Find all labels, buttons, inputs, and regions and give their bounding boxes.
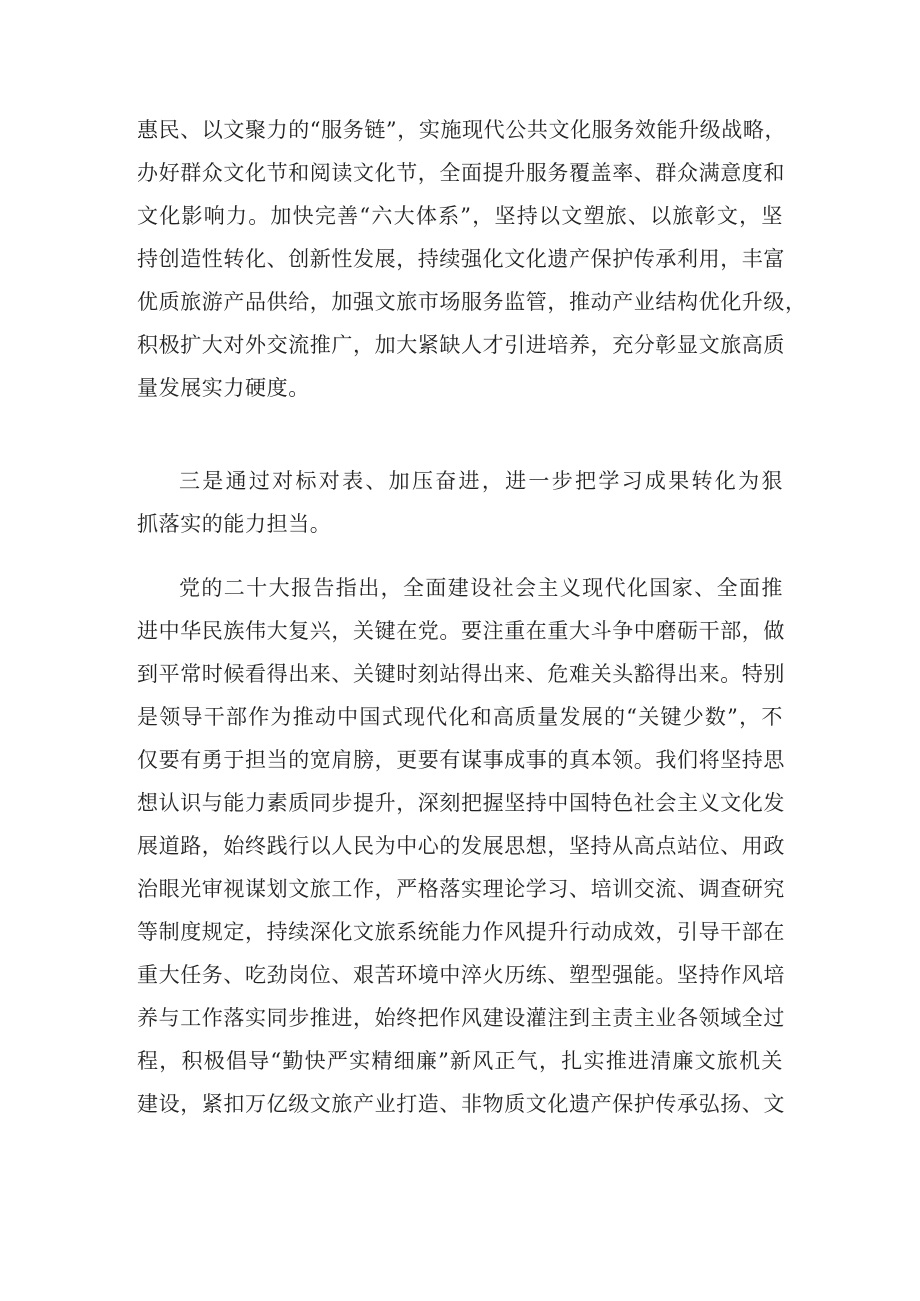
- text-line: 到平常时候看得出来、关键时刻站得出来、危难关头豁得出来。特别: [137, 662, 785, 686]
- text-line: 办好群众文化节和阅读文化节，全面提升服务覆盖率、群众满意度和: [137, 161, 785, 185]
- text-line: 党的二十大报告指出，全面建设社会主义现代化国家、全面推: [179, 576, 783, 600]
- text-line: 量发展实力硬度。: [137, 376, 310, 400]
- text-line: 治眼光审视谋划文旅工作，严格落实理论学习、培训交流、调查研究: [137, 877, 785, 901]
- text-line: 惠民、以文聚力的“服务链”，实施现代公共文化服务效能升级战略，: [137, 118, 787, 142]
- paragraph-section-heading-three: [137, 460, 783, 546]
- text-line: 是领导干部作为推动中国式现代化和高质量发展的“关键少数”，不: [137, 705, 783, 729]
- paragraph-cultural-service: [137, 109, 807, 410]
- text-line: 文化影响力。加快完善“六大体系”，坚持以文塑旅、以旅彰文，坚: [137, 204, 783, 228]
- text-line: 想认识与能力素质同步提升，深刻把握坚持中国特色社会主义文化发: [137, 791, 785, 815]
- text-line: 等制度规定，持续深化文旅系统能力作风提升行动成效，引导干部在: [137, 920, 785, 944]
- text-line: 持创造性转化、创新性发展，持续强化文化遗产保护传承利用，丰富: [137, 247, 785, 271]
- text-line: 抓落实的能力担当。: [137, 512, 332, 536]
- text-line: 积极扩大对外交流推广，加大紧缺人才引进培养，充分彰显文旅高质: [137, 333, 785, 357]
- paragraph-report-discussion: [137, 567, 783, 1126]
- text-line: 重大任务、吃劲岗位、艰苦环境中淬火历练、塑型强能。坚持作风培: [137, 963, 785, 987]
- text-line: 三是通过对标对表、加压奋进，进一步把学习成果转化为狠: [179, 469, 783, 493]
- text-line: 仅要有勇于担当的宽肩膀，更要有谋事成事的真本领。我们将坚持思: [137, 748, 785, 772]
- text-line: 优质旅游产品供给，加强文旅市场服务监管，推动产业结构优化升级，: [137, 290, 807, 314]
- text-line: 展道路，始终践行以人民为中心的发展思想，坚持从高点站位、用政: [137, 834, 785, 858]
- text-line: 建设，紧扣万亿级文旅产业打造、非物质文化遗产保护传承弘扬、文: [137, 1092, 785, 1116]
- text-line: 程，积极倡导“勤快严实精细廉”新风正气，扎实推进清廉文旅机关: [137, 1049, 783, 1073]
- text-line: 养与工作落实同步推进，始终把作风建设灌注到主责主业各领域全过: [137, 1006, 785, 1030]
- text-line: 进中华民族伟大复兴，关键在党。要注重在重大斗争中磨砺干部，做: [137, 619, 785, 643]
